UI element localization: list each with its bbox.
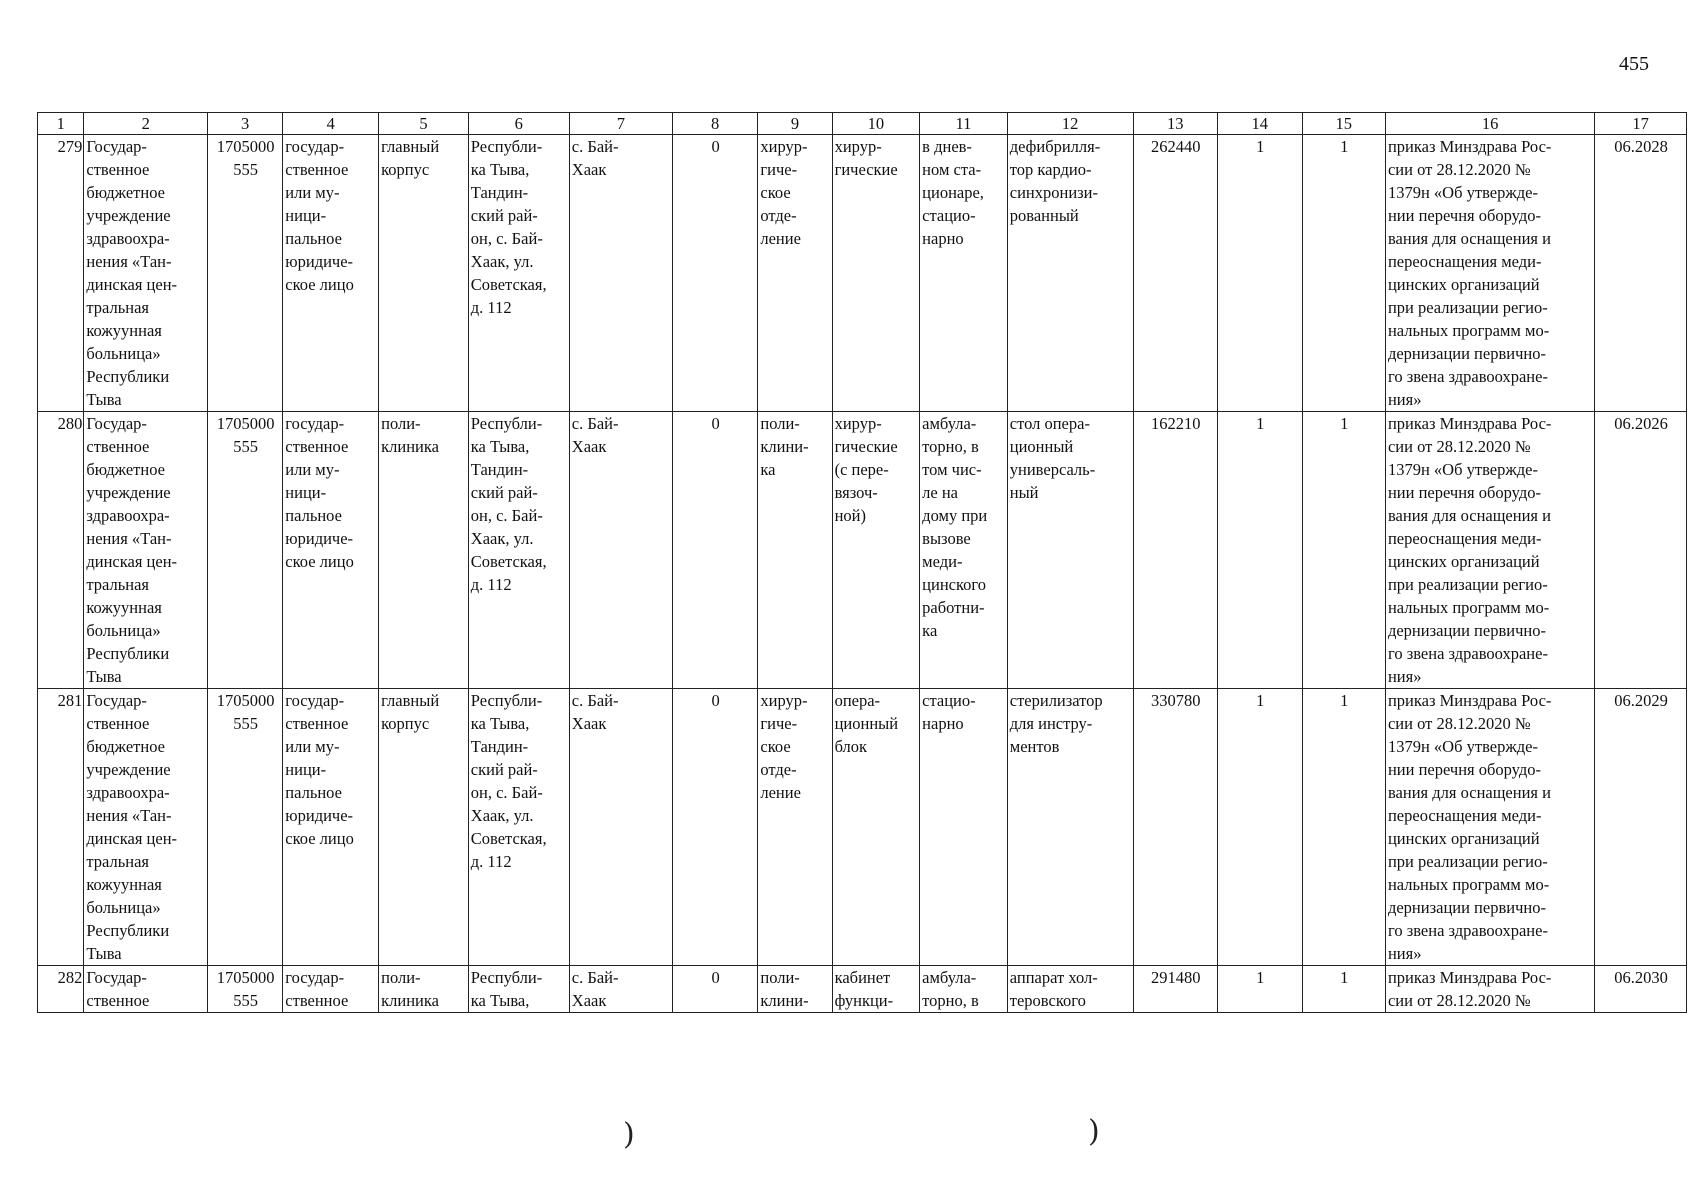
institution-name: Государ- ственное бюджетное учреждение здравоохра- нения «Тан- динская цен- тральная кожуунная больница» Республики Тыва [84,412,208,689]
column-number: 8 [672,113,758,135]
column-number: 13 [1133,113,1218,135]
column-number: 7 [569,113,672,135]
settlement: с. Бай- Хаак [569,966,672,1013]
value-col-8: 0 [672,412,758,689]
table-row [38,412,1687,689]
quantity-col-14: 1 [1218,135,1303,412]
quantity-col-15: 1 [1302,135,1385,412]
legal-form: государ- ственное [283,966,379,1013]
value-col-8: 0 [672,966,758,1013]
column-number-header-row [38,113,1687,135]
address: Республи- ка Тыва, [468,966,569,1013]
legal-form: государ- ственное или му- ници- пальное юридиче- ское лицо [283,689,379,966]
institution-code: 1705000 555 [208,135,283,412]
table-row [38,966,1687,1013]
value-col-8: 0 [672,135,758,412]
care-conditions: стацио- нарно [920,689,1008,966]
quantity-col-15: 1 [1302,966,1385,1013]
deadline: 06.2028 [1595,135,1687,412]
row-number: 279 [38,135,84,412]
equipment-table [37,112,1687,1013]
institution-code: 1705000 555 [208,966,283,1013]
building: главный корпус [379,135,469,412]
quantity-col-14: 1 [1218,966,1303,1013]
quantity-col-15: 1 [1302,412,1385,689]
column-number: 16 [1385,113,1594,135]
settlement: с. Бай- Хаак [569,412,672,689]
column-number: 5 [379,113,469,135]
legal-form: государ- ственное или му- ници- пальное юридиче- ское лицо [283,412,379,689]
quantity-col-15: 1 [1302,689,1385,966]
settlement: с. Бай- Хаак [569,689,672,966]
page-number: 455 [1619,53,1649,75]
deadline: 06.2026 [1595,412,1687,689]
building: поли- клиника [379,412,469,689]
department: хирур- гиче- ское отде- ление [758,135,832,412]
building: главный корпус [379,689,469,966]
column-number: 6 [468,113,569,135]
column-number: 3 [208,113,283,135]
legal-basis: приказ Минздрава Рос- сии от 28.12.2020 № 1379н «Об утвержде- нии перечня оборудо- вания для оснащения и переоснащения меди- цинских организаций при реализации регио- нальных программ мо- дернизации первично- го звена здравоохране- ния» [1385,412,1594,689]
unit: хирур- гические (с пере- вязоч- ной) [832,412,920,689]
quantity-col-14: 1 [1218,412,1303,689]
column-number: 4 [283,113,379,135]
deadline: 06.2030 [1595,966,1687,1013]
column-number: 11 [920,113,1008,135]
deadline: 06.2029 [1595,689,1687,966]
unit: кабинет функци- [832,966,920,1013]
equipment-name: стол опера- ционный универсаль- ный [1007,412,1133,689]
equipment-name: стерилизатор для инстру- ментов [1007,689,1133,966]
address: Республи- ка Тыва, Тандин- ский рай- он, с. Бай- Хаак, ул. Советская, д. 112 [468,135,569,412]
handwritten-mark: ) [1088,1114,1100,1149]
row-number: 281 [38,689,84,966]
institution-name: Государ- ственное бюджетное учреждение здравоохра- нения «Тан- динская цен- тральная кожуунная больница» Республики Тыва [84,689,208,966]
department: поли- клини- [758,966,832,1013]
address: Республи- ка Тыва, Тандин- ский рай- он, с. Бай- Хаак, ул. Советская, д. 112 [468,689,569,966]
legal-basis: приказ Минздрава Рос- сии от 28.12.2020 № 1379н «Об утвержде- нии перечня оборудо- вания для оснащения и переоснащения меди- цинских организаций при реализации регио- нальных программ мо- дернизации первично- го звена здравоохране- ния» [1385,135,1594,412]
column-number: 2 [84,113,208,135]
equipment-cost: 262440 [1133,135,1218,412]
table-row [38,689,1687,966]
building: поли- клиника [379,966,469,1013]
column-number: 10 [832,113,920,135]
legal-form: государ- ственное или му- ници- пальное юридиче- ское лицо [283,135,379,412]
care-conditions: в днев- ном ста- ционаре, стацио- нарно [920,135,1008,412]
unit: опера- ционный блок [832,689,920,966]
column-number: 12 [1007,113,1133,135]
column-number: 9 [758,113,832,135]
institution-code: 1705000 555 [208,412,283,689]
table-row [38,135,1687,412]
legal-basis: приказ Минздрава Рос- сии от 28.12.2020 № 1379н «Об утвержде- нии перечня оборудо- вания для оснащения и переоснащения меди- цинских организаций при реализации регио- нальных программ мо- дернизации первично- го звена здравоохране- ния» [1385,689,1594,966]
department: хирур- гиче- ское отде- ление [758,689,832,966]
column-number: 14 [1218,113,1303,135]
column-number: 1 [38,113,84,135]
equipment-cost: 291480 [1133,966,1218,1013]
row-number: 280 [38,412,84,689]
column-number: 17 [1595,113,1687,135]
quantity-col-14: 1 [1218,689,1303,966]
equipment-cost: 162210 [1133,412,1218,689]
legal-basis: приказ Минздрава Рос- сии от 28.12.2020 № [1385,966,1594,1013]
care-conditions: амбула- торно, в том чис- ле на дому при вызове меди- цинского работни- ка [920,412,1008,689]
department: поли- клини- ка [758,412,832,689]
handwritten-mark: ) [623,1117,635,1152]
institution-code: 1705000 555 [208,689,283,966]
value-col-8: 0 [672,689,758,966]
equipment-cost: 330780 [1133,689,1218,966]
settlement: с. Бай- Хаак [569,135,672,412]
institution-name: Государ- ственное бюджетное учреждение здравоохра- нения «Тан- динская цен- тральная кожуунная больница» Республики Тыва [84,135,208,412]
equipment-name: аппарат хол- теровского [1007,966,1133,1013]
unit: хирур- гические [832,135,920,412]
row-number: 282 [38,966,84,1013]
address: Республи- ка Тыва, Тандин- ский рай- он, с. Бай- Хаак, ул. Советская, д. 112 [468,412,569,689]
equipment-name: дефибрилля- тор кардио- синхронизи- рованный [1007,135,1133,412]
column-number: 15 [1302,113,1385,135]
institution-name: Государ- ственное [84,966,208,1013]
care-conditions: амбула- торно, в [920,966,1008,1013]
